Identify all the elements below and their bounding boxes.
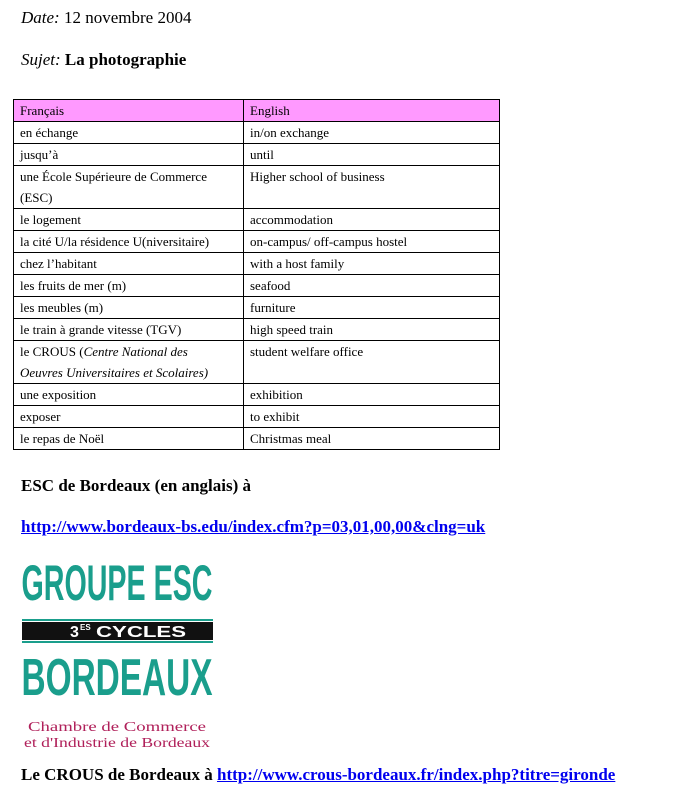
table-header-row — [14, 100, 500, 122]
cell-french: chez l’habitant — [14, 253, 244, 275]
cell-french: en échange — [14, 122, 244, 144]
logo-caption2: et d'Industrie de Bordeaux — [24, 736, 210, 751]
cell-english: exhibition — [244, 384, 500, 406]
cell-english: until — [244, 144, 500, 166]
cell-french: les meubles (m) — [14, 297, 244, 319]
cell-french: une École Supérieure de Commerce (ESC) — [14, 166, 244, 209]
cell-french: jusqu’à — [14, 144, 244, 166]
logo-line1: GROUPE ESC — [21, 555, 213, 611]
table-row — [14, 166, 500, 209]
date-label: Date: — [21, 8, 60, 27]
cell-french: le logement — [14, 209, 244, 231]
logo-graphic — [20, 552, 215, 752]
subject-line — [21, 50, 186, 70]
cell-english: in/on exchange — [244, 122, 500, 144]
cell-french: le train à grande vitesse (TGV) — [14, 319, 244, 341]
cell-english: with a host family — [244, 253, 500, 275]
subject-label: Sujet: — [21, 50, 61, 69]
table-row — [14, 275, 500, 297]
cell-french: le repas de Noël — [14, 428, 244, 450]
esc-heading: ESC de Bordeaux (en anglais) à — [21, 476, 251, 495]
header-english: English — [244, 100, 500, 122]
cell-english: to exhibit — [244, 406, 500, 428]
cell-french: une exposition — [14, 384, 244, 406]
date-value: 12 novembre 2004 — [63, 8, 192, 27]
table-row — [14, 428, 500, 450]
crous-expansion-2: Oeuvres Universitaires et Scolaires) — [20, 365, 209, 380]
cell-french: exposer — [14, 406, 244, 428]
logo-line2: BORDEAUX — [21, 649, 213, 707]
table-row — [14, 122, 500, 144]
table-row — [14, 297, 500, 319]
subject-value: La photographie — [64, 50, 187, 69]
date-line — [21, 8, 191, 28]
esc-link-line — [21, 517, 485, 537]
table-row — [14, 319, 500, 341]
cell-french-crous — [14, 341, 244, 384]
cell-english: high speed train — [244, 319, 500, 341]
logo-banner-num: 3 — [70, 624, 79, 641]
cell-english: on-campus/ off-campus hostel — [244, 231, 500, 253]
cell-english: seafood — [244, 275, 500, 297]
cell-english: student welfare office — [244, 341, 500, 384]
logo-caption1: Chambre de Commerce — [28, 720, 206, 735]
esc-link[interactable]: http://www.bordeaux-bs.edu/index.cfm?p=03,01,00,00&clng=uk — [21, 517, 486, 536]
crous-line — [21, 765, 615, 785]
table-row — [14, 231, 500, 253]
cell-english: furniture — [244, 297, 500, 319]
groupe-esc-logo — [20, 552, 215, 752]
vocabulary-table — [13, 99, 500, 450]
header-french: Français — [14, 100, 244, 122]
crous-prefix: le CROUS ( — [20, 344, 84, 359]
table-row — [14, 253, 500, 275]
table-row — [14, 209, 500, 231]
table-row — [14, 384, 500, 406]
table-row — [14, 144, 500, 166]
logo-banner-word: CYCLES — [96, 624, 187, 641]
logo-banner-sup: ES — [80, 623, 91, 632]
cell-french: les fruits de mer (m) — [14, 275, 244, 297]
cell-english: Higher school of business — [244, 166, 500, 209]
crous-link[interactable]: http://www.crous-bordeaux.fr/index.php?titre=gironde — [216, 765, 616, 784]
cell-french: la cité U/la résidence U(niversitaire) — [14, 231, 244, 253]
table-row — [14, 406, 500, 428]
cell-english: Christmas meal — [244, 428, 500, 450]
cell-english: accommodation — [244, 209, 500, 231]
table-row — [14, 341, 500, 384]
crous-expansion-1: Centre National des — [83, 344, 188, 359]
crous-text: Le CROUS de Bordeaux à — [21, 765, 213, 784]
